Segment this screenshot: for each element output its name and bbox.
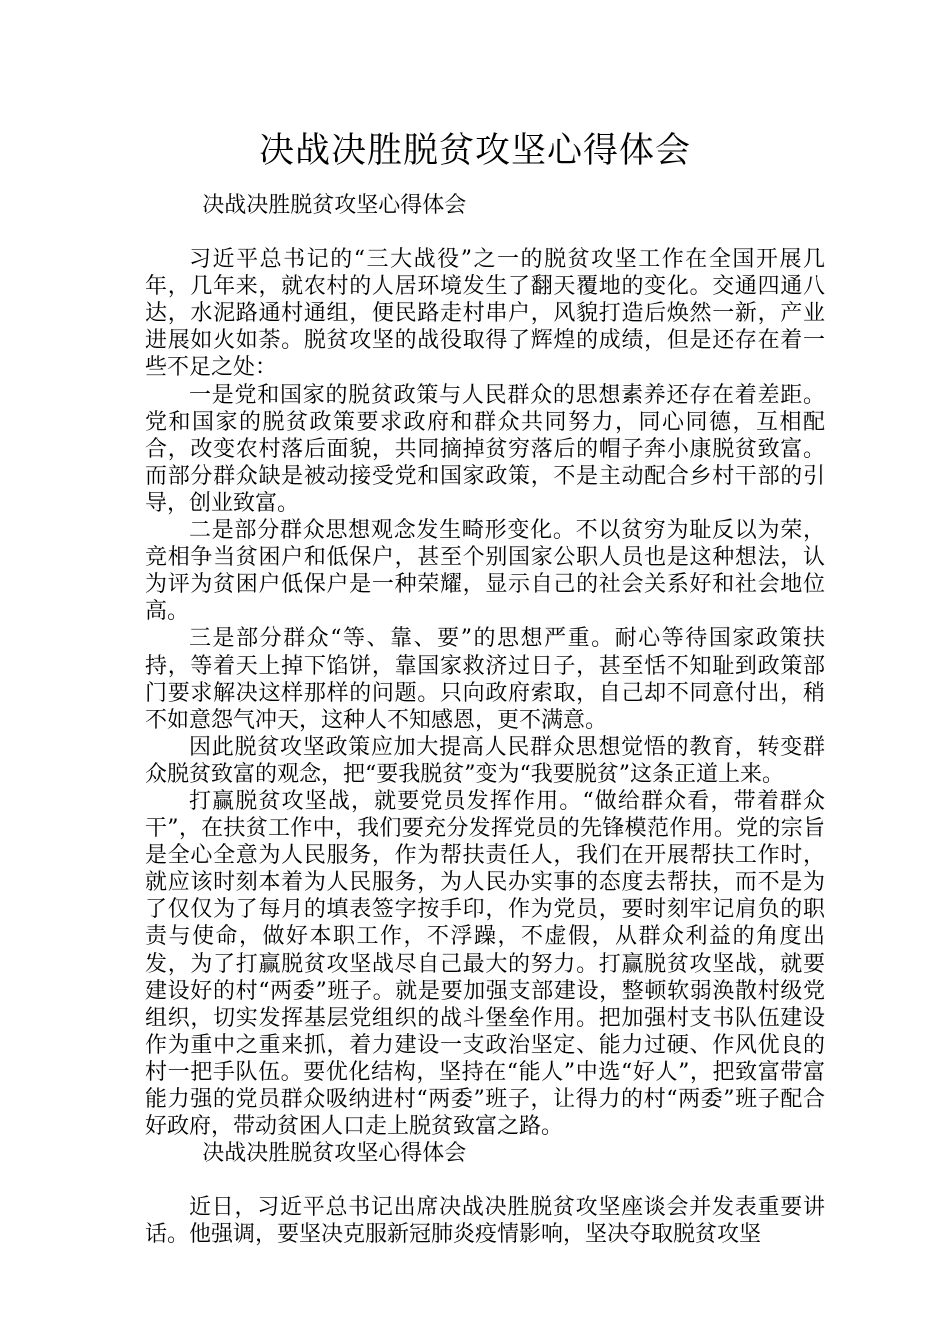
paragraph-point-one: 一是党和国家的脱贫政策与人民群众的思想素养还存在着差距。党和国家的脱贫政策要求政府和群众共同努力，同心同德，互相配合，改变农村落后面貌，共同摘掉贫穷落后的帽子奔小康脱贫致富。而部分群众缺是被动接受党和国家政策，不是主动配合乡村干部的引导，创业致富。 xyxy=(145,382,825,516)
paragraph-point-two: 二是部分群众思想观念发生畸形变化。不以贫穷为耻反以为荣，竞相争当贫困户和低保户，甚至个别国家公职人员也是这种想法，认为评为贫困户低保户是一种荣耀，显示自己的社会关系好和社会地位高。 xyxy=(145,518,825,625)
paragraph-spacer xyxy=(145,219,825,246)
paragraph-second-essay-intro: 近日，习近平总书记出席决战决胜脱贫攻坚座谈会并发表重要讲话。他强调，要坚决克服新冠肺炎疫情影响，坚决夺取脱贫攻坚 xyxy=(145,1195,825,1248)
paragraph-spacer xyxy=(145,1167,825,1194)
paragraph-conclusion: 因此脱贫攻坚政策应加大提高人民群众思想觉悟的教育，转变群众脱贫致富的观念，把“要我脱贫”变为“我要脱贫”这条正道上来。 xyxy=(145,734,825,787)
paragraph-point-three: 三是部分群众“等、靠、要”的思想严重。耐心等待国家政策扶持，等着天上掉下馅饼，靠国家救济过日子，甚至恬不知耻到政策部门要求解决这样那样的问题。只向政府索取，自己却不同意付出，稍不如意怨气冲天，这种人不知感恩，更不满意。 xyxy=(145,626,825,733)
document-body xyxy=(145,192,825,1248)
document-title: 决战决胜脱贫攻坚心得体会 xyxy=(258,131,691,171)
paragraph-party-role: 打赢脱贫攻坚战，就要党员发挥作用。“做给群众看，带着群众干”，在扶贫工作中，我们要充分发挥党员的先锋模范作用。党的宗旨是全心全意为人民服务，作为帮扶责任人，我们在开展帮扶工作时，就应该时刻本着为人民服务，为人民办实事的态度去帮扶，而不是为了仅仅为了每月的填表签字按手印，作为党员，要时刻牢记肩负的职责与使命，做好本职工作，不浮躁，不虚假，从群众利益的角度出发，为了打赢脱贫攻坚战尽自己最大的努力。打赢脱贫攻坚战，就要建设好的村“两委”班子。就是要加强支部建设，整顿软弱涣散村级党组织，切实发挥基层党组织的战斗堡垒作用。把加强村支书队伍建设作为重中之重来抓，着力建设一支政治坚定、能力过硬、作风优良的村一把手队伍。要优化结构，坚持在“能人”中选“好人”，把致富带富能力强的党员群众吸纳进村“两委”班子，让得力的村“两委”班子配合好政府，带动贫困人口走上脱贫致富之路。 xyxy=(145,788,825,1140)
section-subtitle: 决战决胜脱贫攻坚心得体会 xyxy=(202,1141,467,1167)
section-subtitle: 决战决胜脱贫攻坚心得体会 xyxy=(202,193,467,218)
paragraph-intro: 习近平总书记的“三大战役”之一的脱贫攻坚工作在全国开展几年，几年来，就农村的人居环境发生了翻天覆地的变化。交通四通八达，水泥路通村通组，便民路走村串户，风貌打造后焕然一新，产业进展如火如荼。脱贫攻坚的战役取得了辉煌的成绩，但是还存在着一些不足之处： xyxy=(145,247,825,381)
